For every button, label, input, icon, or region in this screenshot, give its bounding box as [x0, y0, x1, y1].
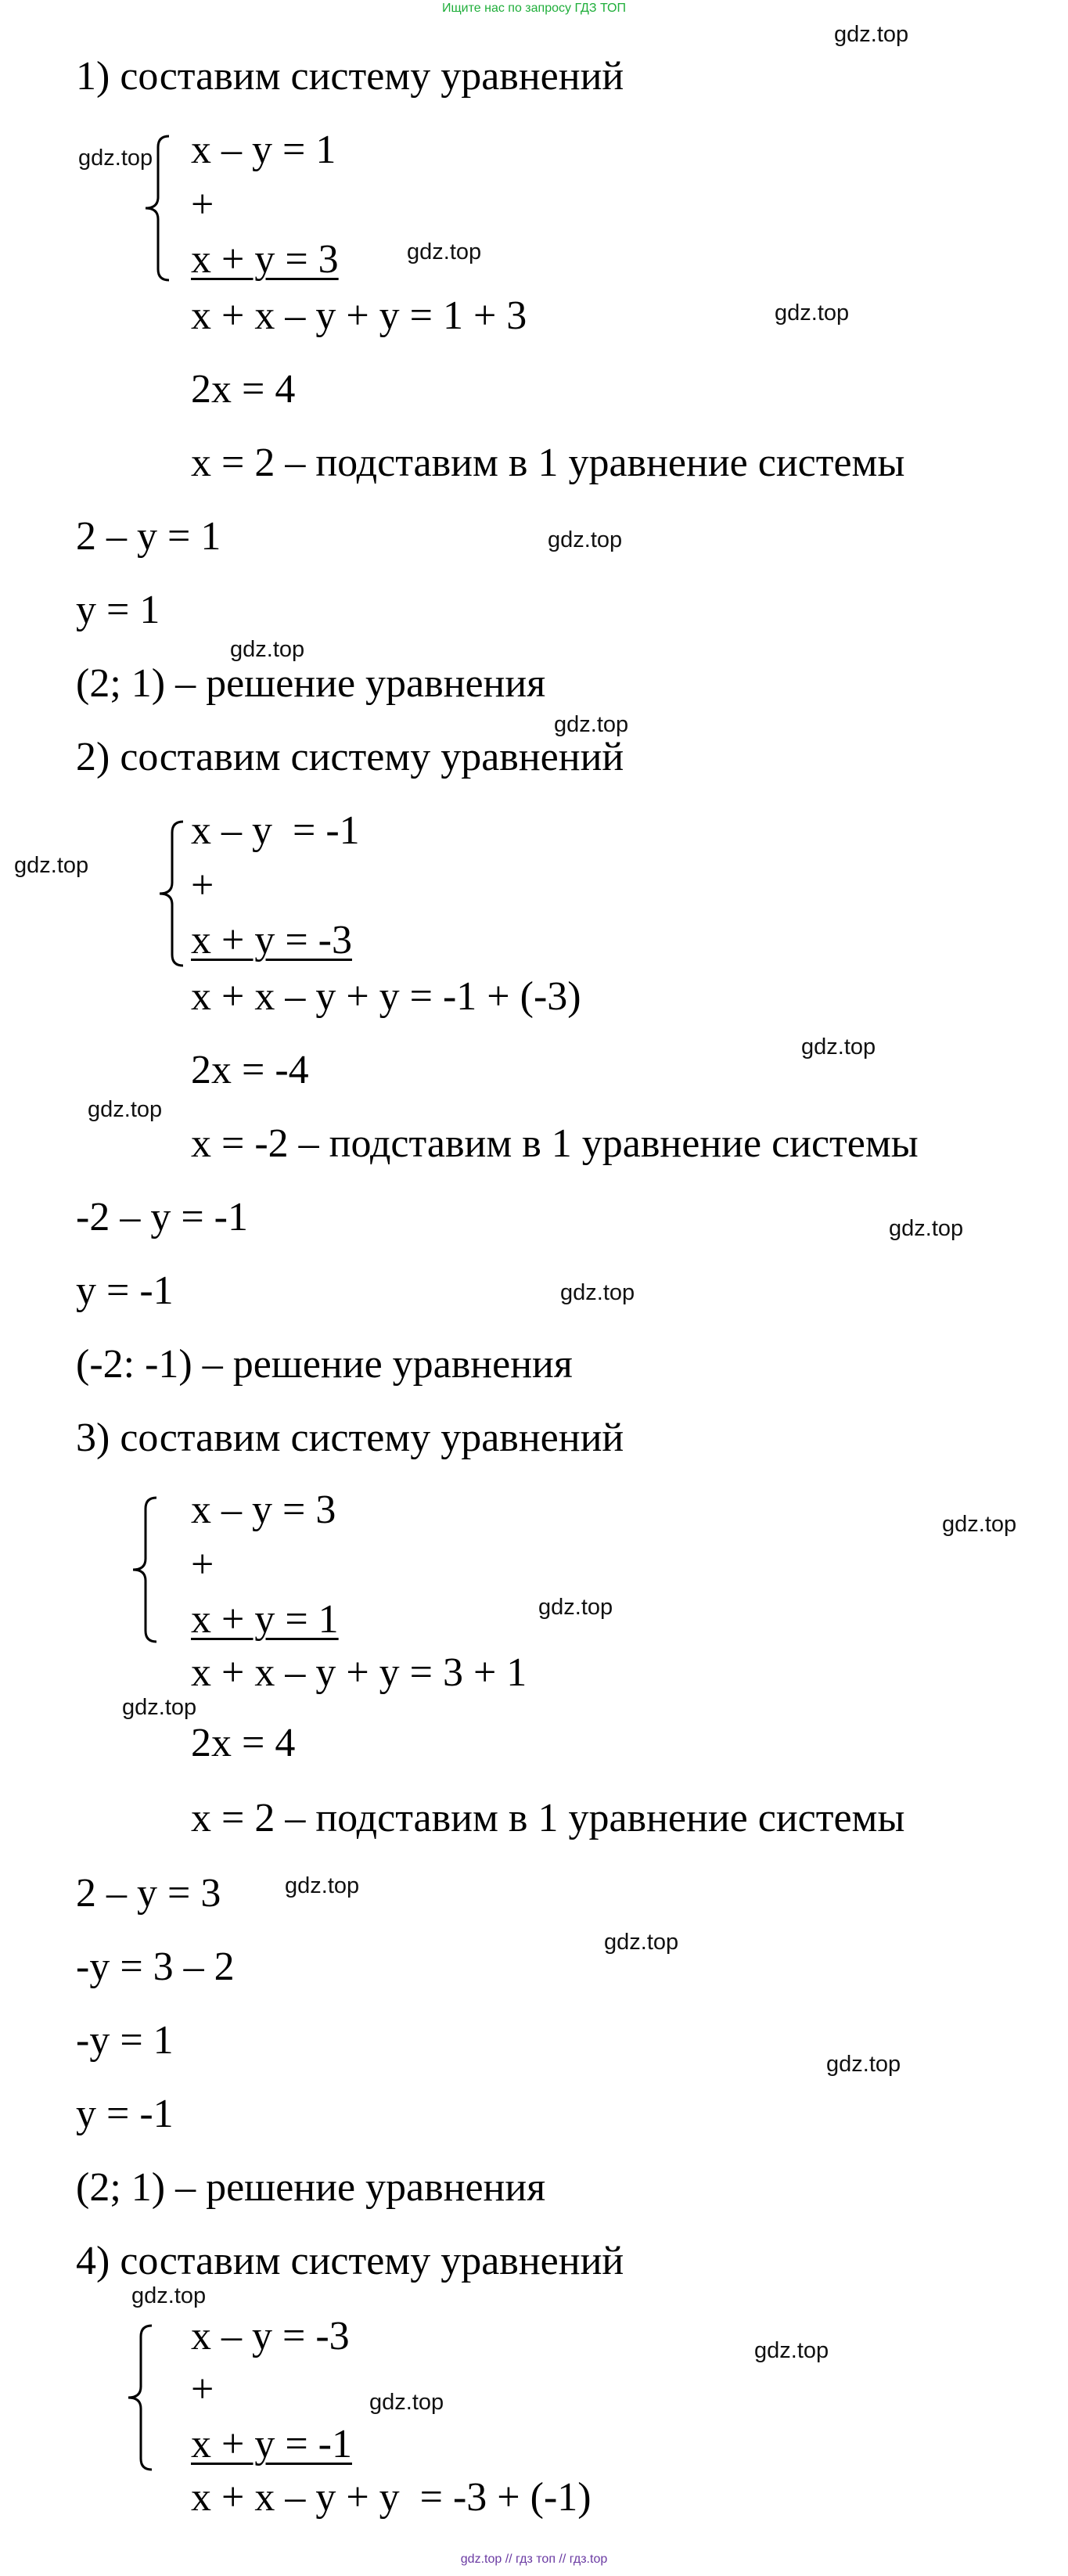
p3-step2: -y = 1: [76, 2018, 174, 2063]
p2-eq2: x + y = -3: [191, 918, 352, 962]
search-hint-banner[interactable]: Ищите нас по запросу ГДЗ ТОП: [442, 2, 626, 15]
p2-eq1: x – y = -1: [191, 808, 360, 853]
watermark: gdz.top: [548, 527, 623, 552]
p2-y-value: y = -1: [76, 1268, 174, 1313]
p4-sum: x + x – y + y = -3 + (-1): [191, 2475, 592, 2520]
watermark: gdz.top: [538, 1595, 613, 1620]
p1-eq2: x + y = 3: [191, 237, 339, 282]
p2-plus: +: [191, 863, 214, 908]
watermark: gdz.top: [407, 239, 482, 264]
p3-eq1: x – y = 3: [191, 1488, 336, 1532]
watermark: gdz.top: [889, 1216, 964, 1241]
watermark: gdz.top: [754, 2338, 829, 2363]
p3-substitution: 2 – y = 3: [76, 1871, 221, 1916]
watermark: gdz.top: [834, 22, 909, 47]
p3-eq2: x + y = 1: [191, 1597, 339, 1642]
p1-sum: x + x – y + y = 1 + 3: [191, 293, 527, 338]
watermark: gdz.top: [560, 1280, 635, 1305]
watermark: gdz.top: [554, 712, 629, 737]
p2-answer: (-2: -1) – решение уравнения: [76, 1342, 573, 1387]
p2-substitution: -2 – y = -1: [76, 1195, 248, 1239]
watermark: gdz.top: [230, 637, 305, 662]
p1-2x: 2x = 4: [191, 367, 296, 412]
p1-eq1: x – y = 1: [191, 128, 336, 172]
p2-title: 2) составим систему уравнений: [76, 735, 624, 779]
watermark: gdz.top: [775, 300, 850, 326]
watermark: gdz.top: [604, 1930, 679, 1955]
watermark: gdz.top: [285, 1873, 360, 1898]
p2-2x: 2x = -4: [191, 1048, 309, 1092]
p4-eq2: x + y = -1: [191, 2422, 352, 2466]
p3-y-value: y = -1: [76, 2092, 174, 2136]
watermark: gdz.top: [78, 146, 153, 171]
p3-brace: [128, 1496, 175, 1643]
p4-eq1: x – y = -3: [191, 2314, 350, 2358]
p1-x-value: x = 2 – подставим в 1 уравнение системы: [191, 441, 905, 485]
p3-sum: x + x – y + y = 3 + 1: [191, 1650, 527, 1695]
p3-title: 3) составим систему уравнений: [76, 1416, 624, 1460]
p1-title: 1) составим систему уравнений: [76, 54, 624, 99]
p3-answer: (2; 1) – решение уравнения: [76, 2165, 546, 2210]
p1-plus: +: [191, 182, 214, 227]
p2-sum: x + x – y + y = -1 + (-3): [191, 974, 581, 1019]
watermark: gdz.top: [122, 1695, 197, 1720]
p3-x-value: x = 2 – подставим в 1 уравнение системы: [191, 1796, 905, 1840]
footer-links[interactable]: gdz.top // гдз топ // гдз.top: [460, 2553, 608, 2566]
p1-answer: (2; 1) – решение уравнения: [76, 661, 546, 706]
p4-title: 4) составим систему уравнений: [76, 2239, 624, 2283]
watermark: gdz.top: [88, 1097, 163, 1122]
p4-brace: [124, 2324, 171, 2471]
p1-substitution: 2 – y = 1: [76, 514, 221, 559]
watermark: gdz.top: [131, 2283, 207, 2308]
p3-2x: 2x = 4: [191, 1721, 296, 1765]
p2-x-value: x = -2 – подставим в 1 уравнение системы: [191, 1121, 919, 1166]
p4-plus: +: [191, 2367, 214, 2412]
p1-y-value: y = 1: [76, 588, 160, 632]
watermark: gdz.top: [14, 853, 89, 878]
watermark: gdz.top: [942, 1512, 1017, 1537]
p3-plus: +: [191, 1542, 214, 1587]
watermark: gdz.top: [801, 1034, 876, 1060]
watermark: gdz.top: [369, 2390, 444, 2415]
p3-step1: -y = 3 – 2: [76, 1945, 235, 1989]
watermark: gdz.top: [826, 2052, 901, 2077]
